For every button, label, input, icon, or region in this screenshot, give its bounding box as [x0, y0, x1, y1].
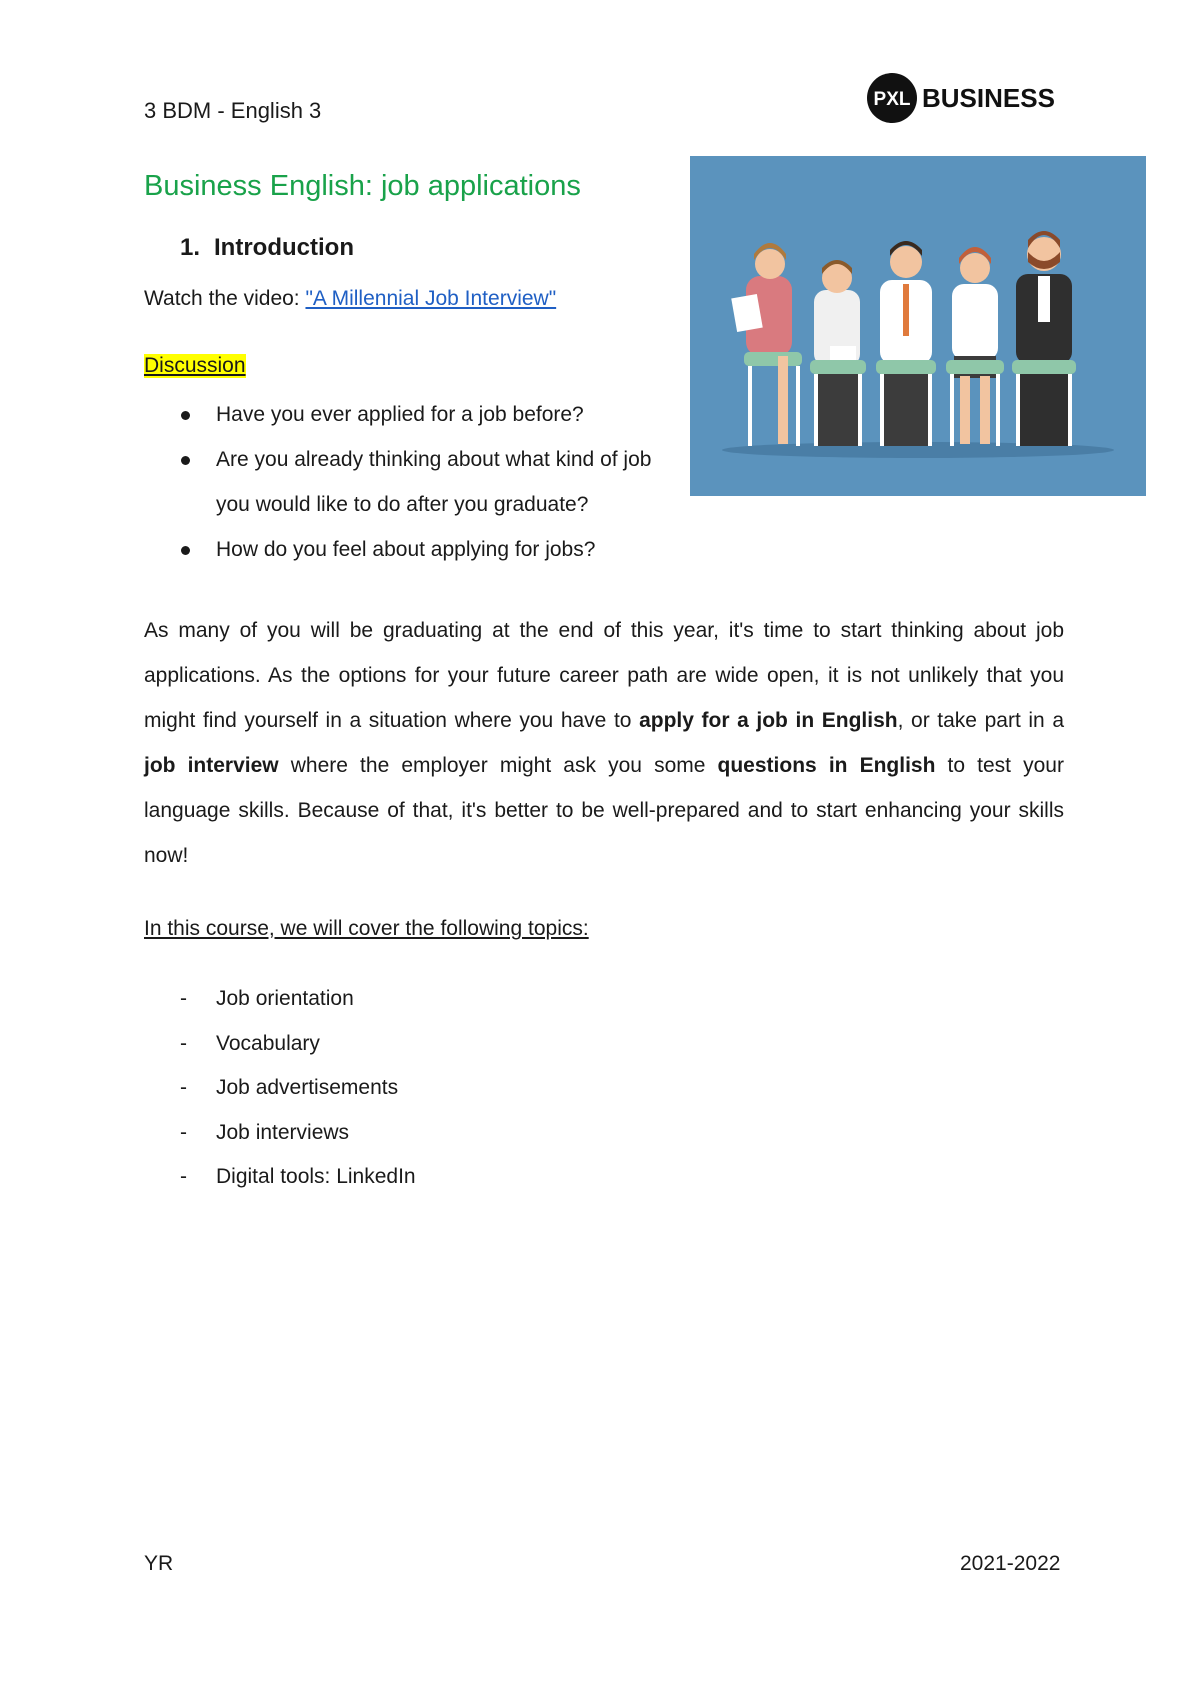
- paragraph-bold: apply for a job in English: [639, 709, 898, 732]
- list-item: [144, 1066, 416, 1111]
- paragraph-text: As many of you will be graduating at the end of this year, it's time to start thinking about job applications. As the options for your future career path are wide open, it is not unlikely that you might find yourself in a situation where you have to: [144, 619, 1064, 732]
- person-man-3: [1012, 231, 1076, 446]
- section-label: Introduction: [214, 234, 354, 261]
- logo-pxl-text: PXL: [873, 89, 911, 110]
- dash-marker: -: [180, 987, 187, 1010]
- footer-author: YR: [144, 1552, 174, 1575]
- list-item: [144, 977, 416, 1022]
- list-item: [144, 392, 684, 437]
- section-number: 1.: [180, 234, 201, 261]
- topic-text: Digital tools: LinkedIn: [216, 1165, 416, 1188]
- dash-marker: -: [180, 1031, 187, 1055]
- bullet-icon: [181, 546, 190, 555]
- person-woman-2: [946, 247, 1004, 446]
- dash-marker: -: [180, 1076, 187, 1099]
- paragraph-text: to test your language skills. Because of that, it's better to be well-prepared and to start enhancing your skills now!: [144, 754, 1064, 867]
- topic-text: Vocabulary: [216, 1031, 320, 1055]
- candidates-waiting-illustration: [690, 156, 1146, 496]
- person-man-1: [810, 260, 866, 446]
- paragraph-text: where the employer might ask you some: [278, 754, 718, 777]
- paragraph-bold: job interview: [144, 754, 279, 777]
- discussion-list: [144, 392, 684, 572]
- discussion-label: Discussion: [144, 354, 246, 377]
- topic-text: Job advertisements: [216, 1076, 399, 1099]
- list-item: [144, 1022, 416, 1067]
- topics-list: [144, 977, 416, 1200]
- list-item: [144, 437, 684, 527]
- pxl-business-logo: [866, 72, 1066, 124]
- topic-text: Job orientation: [216, 987, 354, 1010]
- person-woman-1: [731, 243, 802, 446]
- topics-heading: In this course, we will cover the following topics:: [144, 917, 589, 940]
- discussion-question: How do you feel about applying for jobs?: [216, 538, 596, 561]
- person-man-2: [876, 241, 936, 446]
- section-heading: [180, 234, 354, 262]
- watch-line: [144, 287, 556, 311]
- bullet-icon: [181, 411, 190, 420]
- list-item: [144, 1111, 416, 1156]
- list-item: [144, 527, 684, 572]
- bullet-icon: [181, 456, 190, 465]
- header-course: 3 BDM - English 3: [144, 98, 322, 123]
- paragraph-text: , or take part in a: [897, 709, 1064, 732]
- topic-text: Job interviews: [216, 1120, 350, 1144]
- footer-year: 2021-2022: [960, 1552, 1061, 1575]
- list-item: [144, 1155, 416, 1200]
- discussion-question: Are you already thinking about what kind of job you would like to do after you graduate?: [216, 448, 652, 516]
- watch-prefix: Watch the video:: [144, 287, 306, 310]
- discussion-question: Have you ever applied for a job before?: [216, 403, 584, 426]
- dash-marker: -: [180, 1165, 187, 1188]
- page-title: Business English: job applications: [144, 170, 581, 202]
- video-link[interactable]: "A Millennial Job Interview": [305, 287, 557, 310]
- paragraph-bold: questions in English: [717, 754, 936, 777]
- dash-marker: -: [180, 1120, 187, 1144]
- logo-business-text: BUSINESS: [922, 83, 1055, 113]
- job-interview-illustration: [690, 156, 1146, 496]
- intro-paragraph: [144, 608, 1064, 878]
